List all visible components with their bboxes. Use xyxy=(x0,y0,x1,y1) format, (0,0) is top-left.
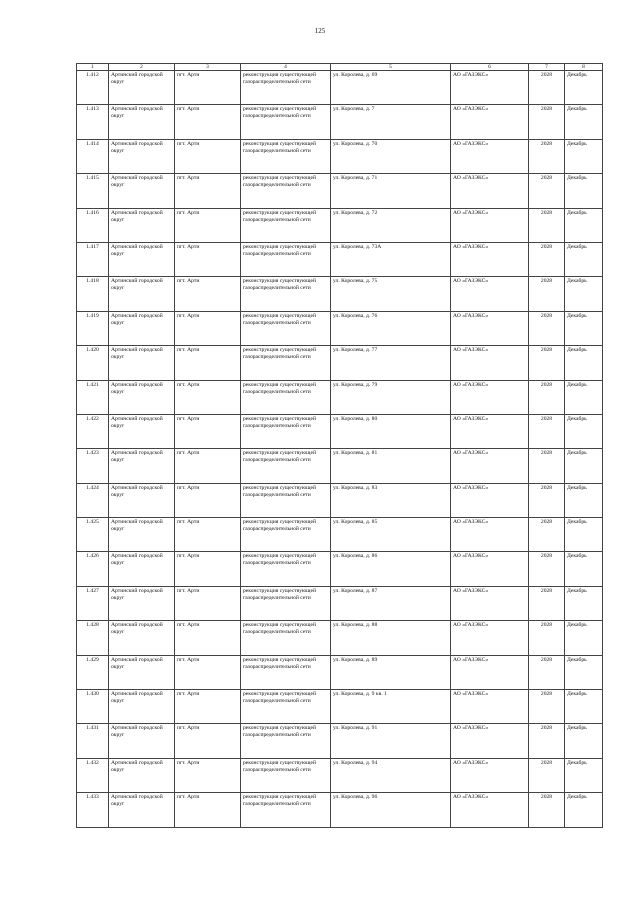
cell-settlement: пгт. Арти xyxy=(175,71,241,105)
cell-year: 2028 xyxy=(529,449,565,483)
cell-settlement: пгт. Арти xyxy=(175,346,241,380)
table-row xyxy=(77,724,603,758)
cell-district: Артинский городской округ xyxy=(109,311,175,345)
cell-year: 2028 xyxy=(529,311,565,345)
cell-number: 1.433 xyxy=(77,793,109,827)
cell-address: ул. Королева, д. 69 xyxy=(331,71,451,105)
cell-organization: АО «ГАЗЭКС» xyxy=(451,586,529,620)
table-row xyxy=(77,346,603,380)
cell-month: Декабрь xyxy=(565,380,603,414)
cell-settlement: пгт. Арти xyxy=(175,793,241,827)
cell-number: 1.416 xyxy=(77,208,109,242)
cell-address: ул. Королева, д. 76 xyxy=(331,311,451,345)
cell-work-type: реконструкция существующей газораспределительной сети xyxy=(241,105,331,139)
cell-month: Декабрь xyxy=(565,483,603,517)
cell-number: 1.419 xyxy=(77,311,109,345)
table-row xyxy=(77,174,603,208)
table-row xyxy=(77,242,603,276)
cell-year: 2028 xyxy=(529,690,565,724)
cell-settlement: пгт. Арти xyxy=(175,552,241,586)
cell-district: Артинский городской округ xyxy=(109,208,175,242)
cell-number: 1.422 xyxy=(77,414,109,448)
cell-settlement: пгт. Арти xyxy=(175,174,241,208)
cell-work-type: реконструкция существующей газораспределительной сети xyxy=(241,724,331,758)
cell-settlement: пгт. Арти xyxy=(175,380,241,414)
cell-year: 2028 xyxy=(529,793,565,827)
cell-district: Артинский городской округ xyxy=(109,518,175,552)
cell-organization: АО «ГАЗЭКС» xyxy=(451,793,529,827)
cell-number: 1.423 xyxy=(77,449,109,483)
cell-work-type: реконструкция существующей газораспределительной сети xyxy=(241,449,331,483)
cell-month: Декабрь xyxy=(565,655,603,689)
cell-work-type: реконструкция существующей газораспределительной сети xyxy=(241,586,331,620)
table-row xyxy=(77,586,603,620)
cell-organization: АО «ГАЗЭКС» xyxy=(451,380,529,414)
column-header: 2 xyxy=(109,64,175,71)
cell-number: 1.414 xyxy=(77,139,109,173)
gas-network-table xyxy=(76,63,603,828)
cell-district: Артинский городской округ xyxy=(109,483,175,517)
table-row xyxy=(77,621,603,655)
cell-number: 1.432 xyxy=(77,758,109,792)
cell-organization: АО «ГАЗЭКС» xyxy=(451,552,529,586)
cell-address: ул. Королева, д. 87 xyxy=(331,586,451,620)
cell-year: 2028 xyxy=(529,105,565,139)
cell-number: 1.430 xyxy=(77,690,109,724)
cell-year: 2028 xyxy=(529,552,565,586)
cell-year: 2028 xyxy=(529,621,565,655)
cell-number: 1.426 xyxy=(77,552,109,586)
cell-district: Артинский городской округ xyxy=(109,793,175,827)
cell-settlement: пгт. Арти xyxy=(175,483,241,517)
cell-month: Декабрь xyxy=(565,346,603,380)
cell-settlement: пгт. Арти xyxy=(175,311,241,345)
cell-year: 2028 xyxy=(529,71,565,105)
cell-settlement: пгт. Арти xyxy=(175,449,241,483)
cell-number: 1.417 xyxy=(77,242,109,276)
table-row xyxy=(77,139,603,173)
cell-year: 2028 xyxy=(529,139,565,173)
table-row xyxy=(77,758,603,792)
cell-year: 2028 xyxy=(529,758,565,792)
column-header: 4 xyxy=(241,64,331,71)
cell-organization: АО «ГАЗЭКС» xyxy=(451,758,529,792)
table-row xyxy=(77,690,603,724)
cell-work-type: реконструкция существующей газораспределительной сети xyxy=(241,793,331,827)
cell-address: ул. Королева, д. 96 xyxy=(331,793,451,827)
cell-organization: АО «ГАЗЭКС» xyxy=(451,655,529,689)
cell-district: Артинский городской округ xyxy=(109,449,175,483)
cell-address: ул. Королева, д. 72 xyxy=(331,208,451,242)
cell-organization: АО «ГАЗЭКС» xyxy=(451,71,529,105)
cell-work-type: реконструкция существующей газораспределительной сети xyxy=(241,208,331,242)
cell-work-type: реконструкция существующей газораспределительной сети xyxy=(241,621,331,655)
cell-year: 2028 xyxy=(529,518,565,552)
cell-address: ул. Королева, д. 77 xyxy=(331,346,451,380)
cell-district: Артинский городской округ xyxy=(109,586,175,620)
cell-year: 2028 xyxy=(529,346,565,380)
cell-month: Декабрь xyxy=(565,174,603,208)
cell-district: Артинский городской округ xyxy=(109,724,175,758)
cell-district: Артинский городской округ xyxy=(109,690,175,724)
cell-month: Декабрь xyxy=(565,139,603,173)
cell-address: ул. Королева, д. 9 кв. 1 xyxy=(331,690,451,724)
cell-number: 1.431 xyxy=(77,724,109,758)
cell-settlement: пгт. Арти xyxy=(175,208,241,242)
cell-address: ул. Королева, д. 88 xyxy=(331,621,451,655)
cell-work-type: реконструкция существующей газораспределительной сети xyxy=(241,758,331,792)
cell-address: ул. Королева, д. 94 xyxy=(331,758,451,792)
cell-work-type: реконструкция существующей газораспределительной сети xyxy=(241,71,331,105)
cell-settlement: пгт. Арти xyxy=(175,277,241,311)
column-header: 8 xyxy=(565,64,603,71)
cell-settlement: пгт. Арти xyxy=(175,242,241,276)
cell-month: Декабрь xyxy=(565,449,603,483)
cell-settlement: пгт. Арти xyxy=(175,655,241,689)
cell-address: ул. Королева, д. 91 xyxy=(331,724,451,758)
table-row xyxy=(77,793,603,827)
cell-address: ул. Королева, д. 73А xyxy=(331,242,451,276)
cell-address: ул. Королева, д. 81 xyxy=(331,449,451,483)
table-row xyxy=(77,71,603,105)
table-row xyxy=(77,311,603,345)
cell-year: 2028 xyxy=(529,483,565,517)
cell-district: Артинский городской округ xyxy=(109,552,175,586)
cell-work-type: реконструкция существующей газораспределительной сети xyxy=(241,690,331,724)
cell-organization: АО «ГАЗЭКС» xyxy=(451,139,529,173)
cell-number: 1.428 xyxy=(77,621,109,655)
cell-organization: АО «ГАЗЭКС» xyxy=(451,518,529,552)
cell-year: 2028 xyxy=(529,724,565,758)
table-row xyxy=(77,518,603,552)
column-header: 3 xyxy=(175,64,241,71)
cell-district: Артинский городской округ xyxy=(109,174,175,208)
cell-year: 2028 xyxy=(529,586,565,620)
table-row xyxy=(77,277,603,311)
cell-organization: АО «ГАЗЭКС» xyxy=(451,105,529,139)
table-row xyxy=(77,105,603,139)
cell-year: 2028 xyxy=(529,174,565,208)
table-row xyxy=(77,552,603,586)
cell-organization: АО «ГАЗЭКС» xyxy=(451,483,529,517)
cell-month: Декабрь xyxy=(565,208,603,242)
cell-work-type: реконструкция существующей газораспределительной сети xyxy=(241,139,331,173)
cell-number: 1.424 xyxy=(77,483,109,517)
cell-district: Артинский городской округ xyxy=(109,105,175,139)
cell-work-type: реконструкция существующей газораспределительной сети xyxy=(241,552,331,586)
cell-year: 2028 xyxy=(529,277,565,311)
cell-address: ул. Королева, д. 70 xyxy=(331,139,451,173)
cell-address: ул. Королева, д. 85 xyxy=(331,518,451,552)
cell-work-type: реконструкция существующей газораспределительной сети xyxy=(241,380,331,414)
cell-organization: АО «ГАЗЭКС» xyxy=(451,277,529,311)
cell-organization: АО «ГАЗЭКС» xyxy=(451,621,529,655)
cell-settlement: пгт. Арти xyxy=(175,724,241,758)
cell-month: Декабрь xyxy=(565,793,603,827)
cell-district: Артинский городской округ xyxy=(109,242,175,276)
table-row xyxy=(77,414,603,448)
cell-month: Декабрь xyxy=(565,724,603,758)
cell-month: Декабрь xyxy=(565,586,603,620)
cell-month: Декабрь xyxy=(565,758,603,792)
table-row xyxy=(77,449,603,483)
cell-settlement: пгт. Арти xyxy=(175,621,241,655)
cell-number: 1.421 xyxy=(77,380,109,414)
cell-month: Декабрь xyxy=(565,277,603,311)
cell-organization: АО «ГАЗЭКС» xyxy=(451,449,529,483)
cell-settlement: пгт. Арти xyxy=(175,139,241,173)
cell-address: ул. Королева, д. 79 xyxy=(331,380,451,414)
cell-work-type: реконструкция существующей газораспределительной сети xyxy=(241,174,331,208)
cell-organization: АО «ГАЗЭКС» xyxy=(451,208,529,242)
cell-number: 1.413 xyxy=(77,105,109,139)
cell-organization: АО «ГАЗЭКС» xyxy=(451,174,529,208)
cell-address: ул. Королева, д. 7 xyxy=(331,105,451,139)
cell-number: 1.412 xyxy=(77,71,109,105)
cell-address: ул. Королева, д. 80 xyxy=(331,414,451,448)
cell-work-type: реконструкция существующей газораспределительной сети xyxy=(241,346,331,380)
column-header: 7 xyxy=(529,64,565,71)
cell-organization: АО «ГАЗЭКС» xyxy=(451,414,529,448)
table-row xyxy=(77,208,603,242)
cell-settlement: пгт. Арти xyxy=(175,518,241,552)
column-header: 1 xyxy=(77,64,109,71)
cell-address: ул. Королева, д. 89 xyxy=(331,655,451,689)
cell-year: 2028 xyxy=(529,414,565,448)
cell-year: 2028 xyxy=(529,208,565,242)
table-row xyxy=(77,483,603,517)
cell-district: Артинский городской округ xyxy=(109,655,175,689)
cell-work-type: реконструкция существующей газораспределительной сети xyxy=(241,277,331,311)
table-row xyxy=(77,655,603,689)
cell-address: ул. Королева, д. 86 xyxy=(331,552,451,586)
cell-settlement: пгт. Арти xyxy=(175,758,241,792)
cell-number: 1.420 xyxy=(77,346,109,380)
cell-year: 2028 xyxy=(529,242,565,276)
cell-settlement: пгт. Арти xyxy=(175,105,241,139)
cell-district: Артинский городской округ xyxy=(109,139,175,173)
cell-month: Декабрь xyxy=(565,71,603,105)
cell-month: Декабрь xyxy=(565,690,603,724)
cell-district: Артинский городской округ xyxy=(109,277,175,311)
cell-work-type: реконструкция существующей газораспределительной сети xyxy=(241,518,331,552)
cell-settlement: пгт. Арти xyxy=(175,586,241,620)
cell-number: 1.415 xyxy=(77,174,109,208)
cell-organization: АО «ГАЗЭКС» xyxy=(451,242,529,276)
cell-district: Артинский городской округ xyxy=(109,71,175,105)
cell-district: Артинский городской округ xyxy=(109,758,175,792)
cell-month: Декабрь xyxy=(565,414,603,448)
cell-work-type: реконструкция существующей газораспределительной сети xyxy=(241,483,331,517)
cell-settlement: пгт. Арти xyxy=(175,414,241,448)
cell-address: ул. Королева, д. 75 xyxy=(331,277,451,311)
cell-district: Артинский городской округ xyxy=(109,346,175,380)
cell-address: ул. Королева, д. 83 xyxy=(331,483,451,517)
cell-work-type: реконструкция существующей газораспределительной сети xyxy=(241,242,331,276)
cell-address: ул. Королева, д. 71 xyxy=(331,174,451,208)
cell-settlement: пгт. Арти xyxy=(175,690,241,724)
cell-work-type: реконструкция существующей газораспределительной сети xyxy=(241,311,331,345)
column-number-row xyxy=(77,64,603,71)
cell-work-type: реконструкция существующей газораспределительной сети xyxy=(241,414,331,448)
cell-number: 1.418 xyxy=(77,277,109,311)
cell-organization: АО «ГАЗЭКС» xyxy=(451,346,529,380)
cell-year: 2028 xyxy=(529,655,565,689)
column-header: 6 xyxy=(451,64,529,71)
cell-month: Декабрь xyxy=(565,518,603,552)
cell-month: Декабрь xyxy=(565,552,603,586)
cell-district: Артинский городской округ xyxy=(109,380,175,414)
cell-number: 1.429 xyxy=(77,655,109,689)
table-row xyxy=(77,380,603,414)
cell-number: 1.425 xyxy=(77,518,109,552)
cell-month: Декабрь xyxy=(565,621,603,655)
cell-month: Декабрь xyxy=(565,311,603,345)
cell-year: 2028 xyxy=(529,380,565,414)
page-number: 125 xyxy=(314,27,326,35)
cell-organization: АО «ГАЗЭКС» xyxy=(451,690,529,724)
cell-number: 1.427 xyxy=(77,586,109,620)
cell-organization: АО «ГАЗЭКС» xyxy=(451,724,529,758)
cell-month: Декабрь xyxy=(565,242,603,276)
cell-work-type: реконструкция существующей газораспределительной сети xyxy=(241,655,331,689)
column-header: 5 xyxy=(331,64,451,71)
cell-month: Декабрь xyxy=(565,105,603,139)
cell-district: Артинский городской округ xyxy=(109,621,175,655)
cell-district: Артинский городской округ xyxy=(109,414,175,448)
cell-organization: АО «ГАЗЭКС» xyxy=(451,311,529,345)
